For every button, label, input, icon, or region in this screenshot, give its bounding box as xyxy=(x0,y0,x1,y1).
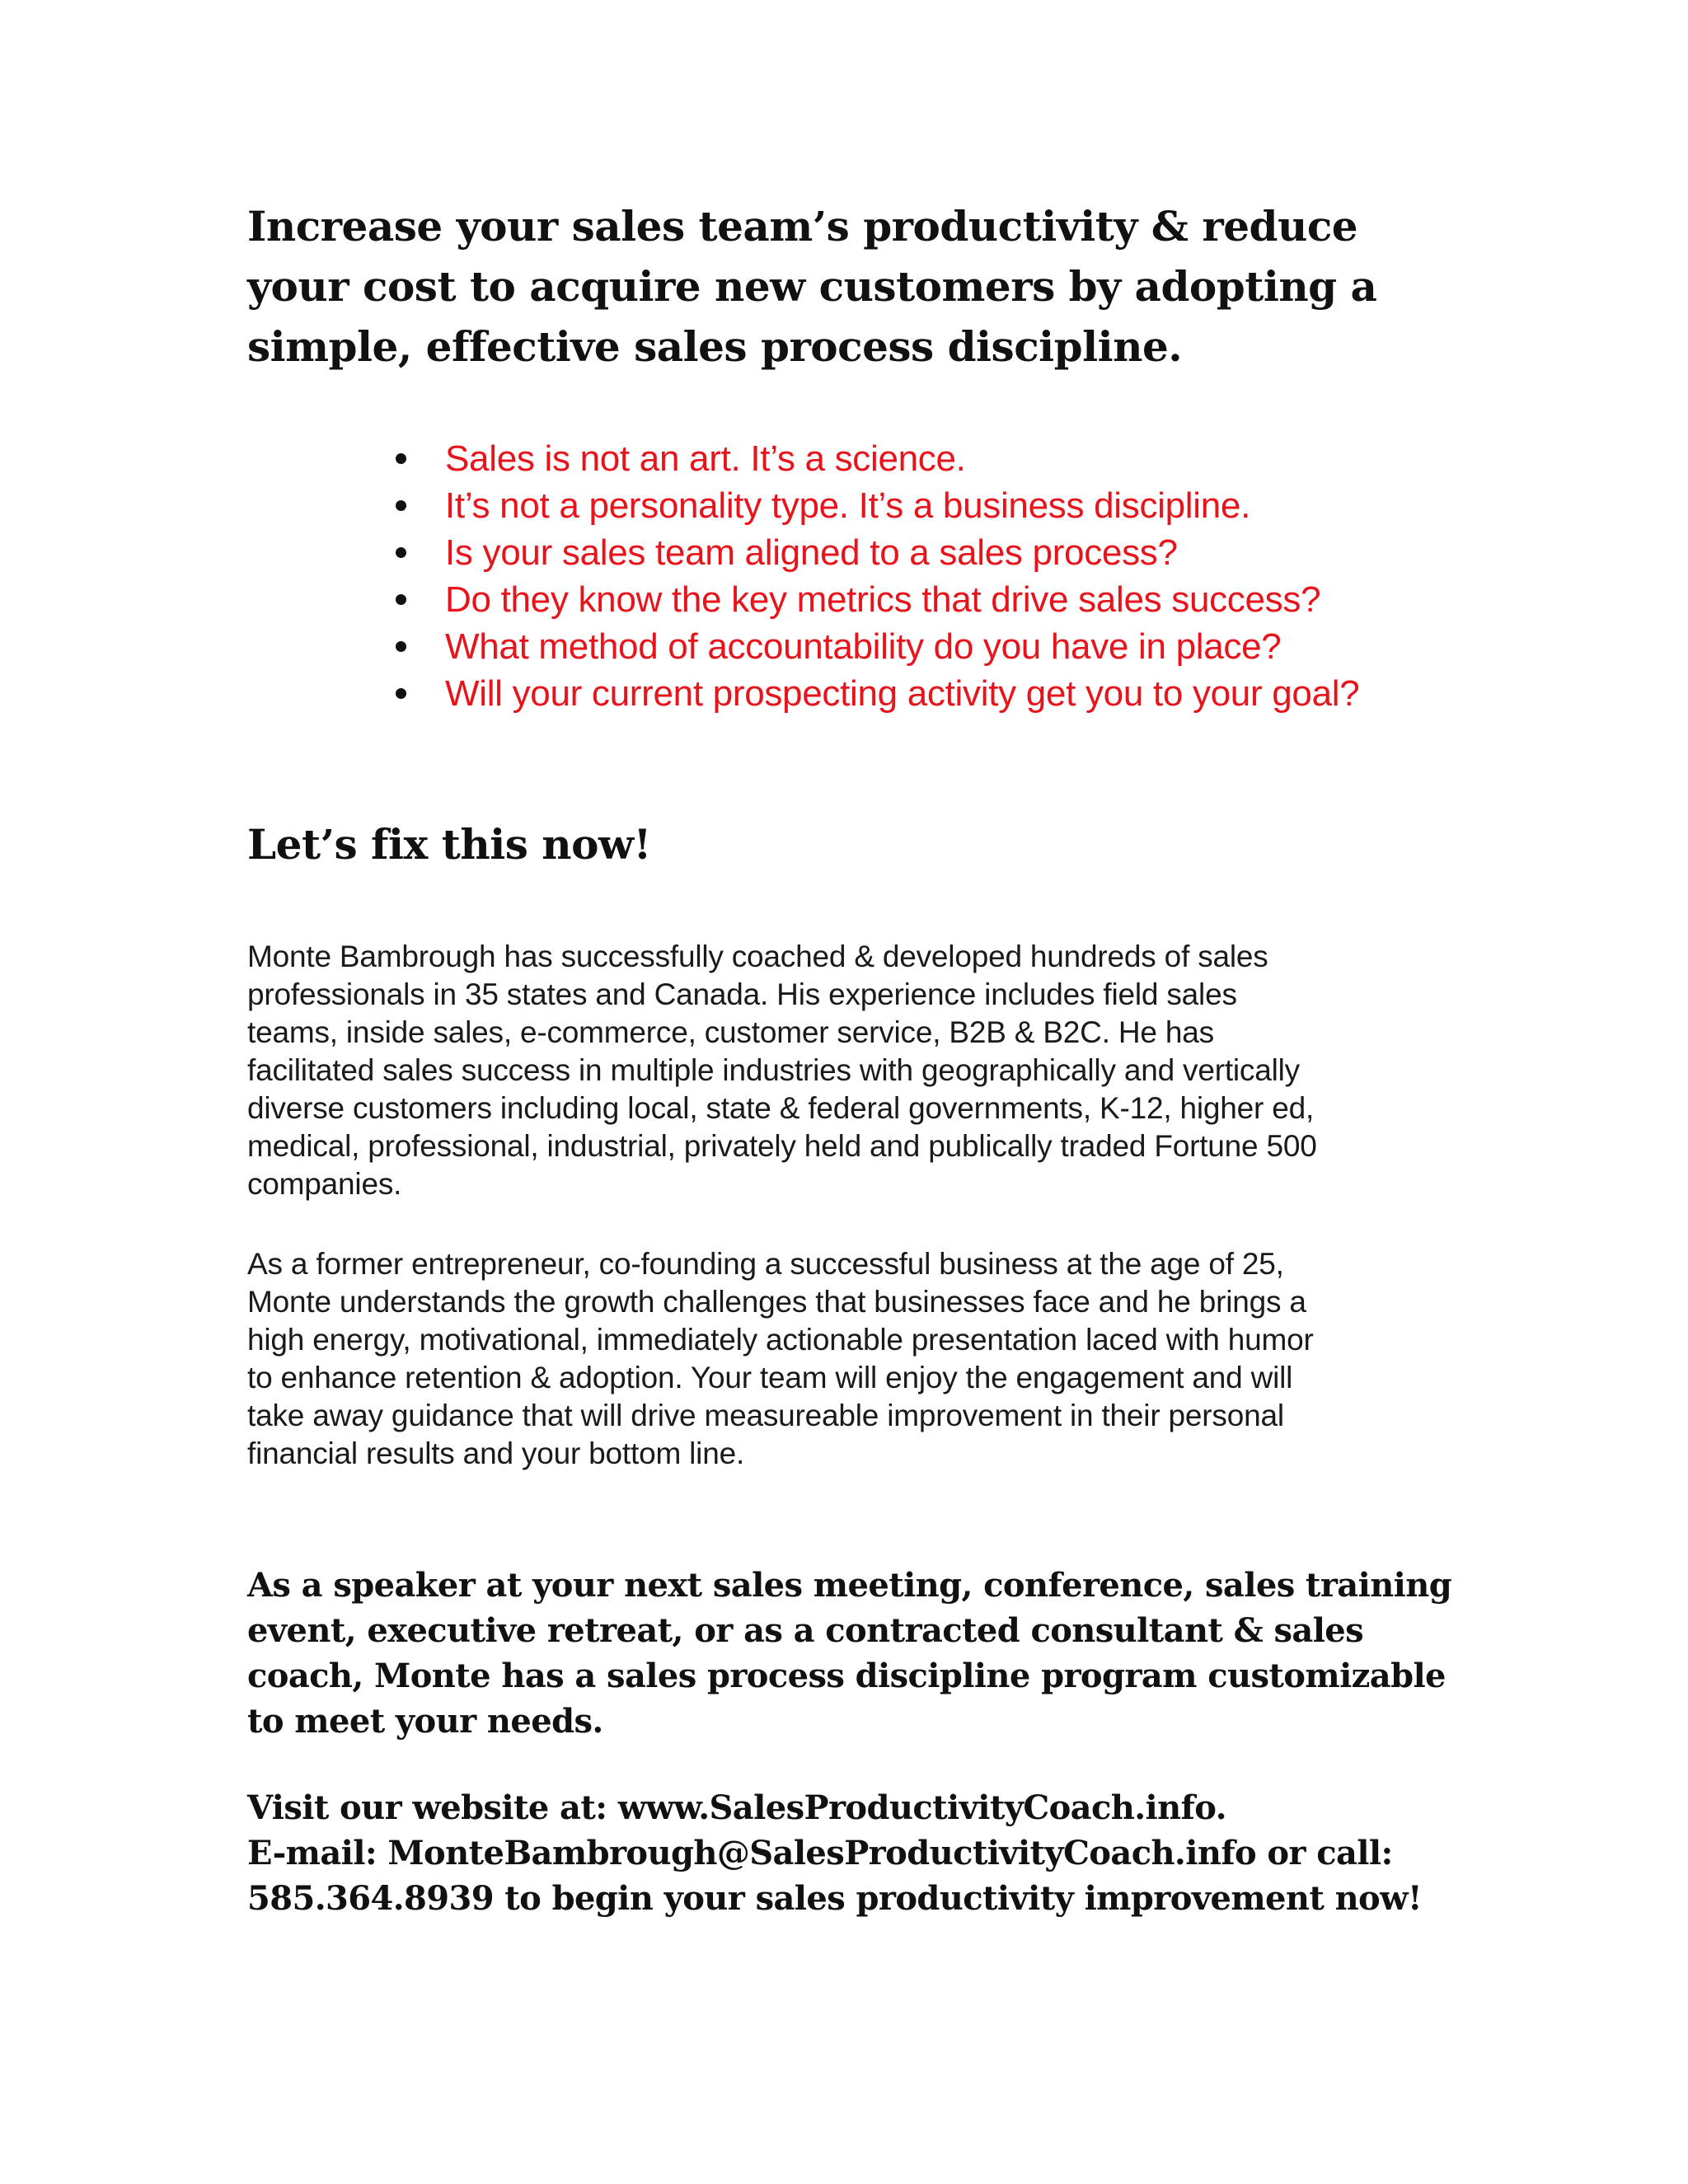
headline-line: simple, effective sales process discipline. xyxy=(247,322,1183,371)
bullet-item xyxy=(396,529,1467,576)
contact-website-line: Visit our website at: www.SalesProductivityCoach.info. xyxy=(247,1788,1226,1827)
contact-phone-line: 585.364.8939 to begin your sales productivity improvement now! xyxy=(247,1879,1422,1918)
section-title: Let’s fix this now! xyxy=(247,820,651,869)
bullet-text: Do they know the key metrics that drive sales success? xyxy=(445,579,1321,620)
page-content xyxy=(247,196,1467,1918)
bullet-text: Will your current prospecting activity get you to your goal? xyxy=(445,673,1360,714)
bullet-dot-icon xyxy=(396,688,406,699)
paragraph-line: professionals in 35 states and Canada. His experience includes field sales xyxy=(247,977,1237,1011)
contact-info xyxy=(247,1785,1467,1921)
paragraph-line: medical, professional, industrial, privately held and publically traded Fortune 500 xyxy=(247,1129,1317,1163)
paragraph-line: Monte Bambrough has successfully coached & developed hundreds of sales xyxy=(247,940,1268,973)
bullet-text: It’s not a personality type. It’s a business discipline. xyxy=(445,485,1251,526)
bullet-item xyxy=(396,623,1467,670)
bullet-item xyxy=(396,576,1467,623)
bullet-dot-icon xyxy=(396,641,406,652)
paragraph-line: Monte understands the growth challenges that businesses face and he brings a xyxy=(247,1285,1306,1319)
headline xyxy=(247,196,1467,377)
question-bullet-list xyxy=(396,435,1467,717)
paragraph-line: companies. xyxy=(247,1167,402,1201)
bio-paragraph xyxy=(247,938,1451,1203)
bullet-item xyxy=(396,670,1467,717)
bullet-item xyxy=(396,482,1467,529)
offer-line: coach, Monte has a sales process discipline program customizable xyxy=(247,1657,1446,1695)
bullet-dot-icon xyxy=(396,500,406,511)
bullet-dot-icon xyxy=(396,453,406,464)
offer-line: event, executive retreat, or as a contracted consultant & sales xyxy=(247,1611,1364,1650)
paragraph-line: financial results and your bottom line. xyxy=(247,1436,745,1470)
paragraph-line: facilitated sales success in multiple industries with geographically and vertically xyxy=(247,1053,1300,1087)
speaker-offer xyxy=(247,1563,1467,1744)
bullet-text: Sales is not an art. It’s a science. xyxy=(445,438,966,479)
bullet-item xyxy=(396,435,1467,482)
paragraph-line: As a former entrepreneur, co-founding a successful business at the age of 25, xyxy=(247,1247,1284,1281)
paragraph-line: high energy, motivational, immediately actionable presentation laced with humor xyxy=(247,1323,1314,1357)
bullet-text: Is your sales team aligned to a sales process? xyxy=(445,532,1178,573)
offer-line: to meet your needs. xyxy=(247,1702,603,1741)
bullet-text: What method of accountability do you have in place? xyxy=(445,626,1282,667)
entrepreneur-paragraph xyxy=(247,1245,1451,1473)
bullet-dot-icon xyxy=(396,594,406,605)
paragraph-line: diverse customers including local, state & federal governments, K-12, higher ed, xyxy=(247,1091,1315,1125)
paragraph-line: to enhance retention & adoption. Your team will enjoy the engagement and will xyxy=(247,1361,1293,1394)
paragraph-line: take away guidance that will drive measureable improvement in their personal xyxy=(247,1399,1284,1432)
headline-line: your cost to acquire new customers by adopting a xyxy=(247,262,1377,311)
contact-email-line: E-mail: MonteBambrough@SalesProductivityCoach.info or call: xyxy=(247,1834,1393,1872)
headline-line: Increase your sales team’s productivity & reduce xyxy=(247,202,1358,251)
offer-line: As a speaker at your next sales meeting, conference, sales training xyxy=(247,1566,1452,1605)
paragraph-line: teams, inside sales, e-commerce, customer service, B2B & B2C. He has xyxy=(247,1015,1214,1049)
bullet-dot-icon xyxy=(396,547,406,558)
